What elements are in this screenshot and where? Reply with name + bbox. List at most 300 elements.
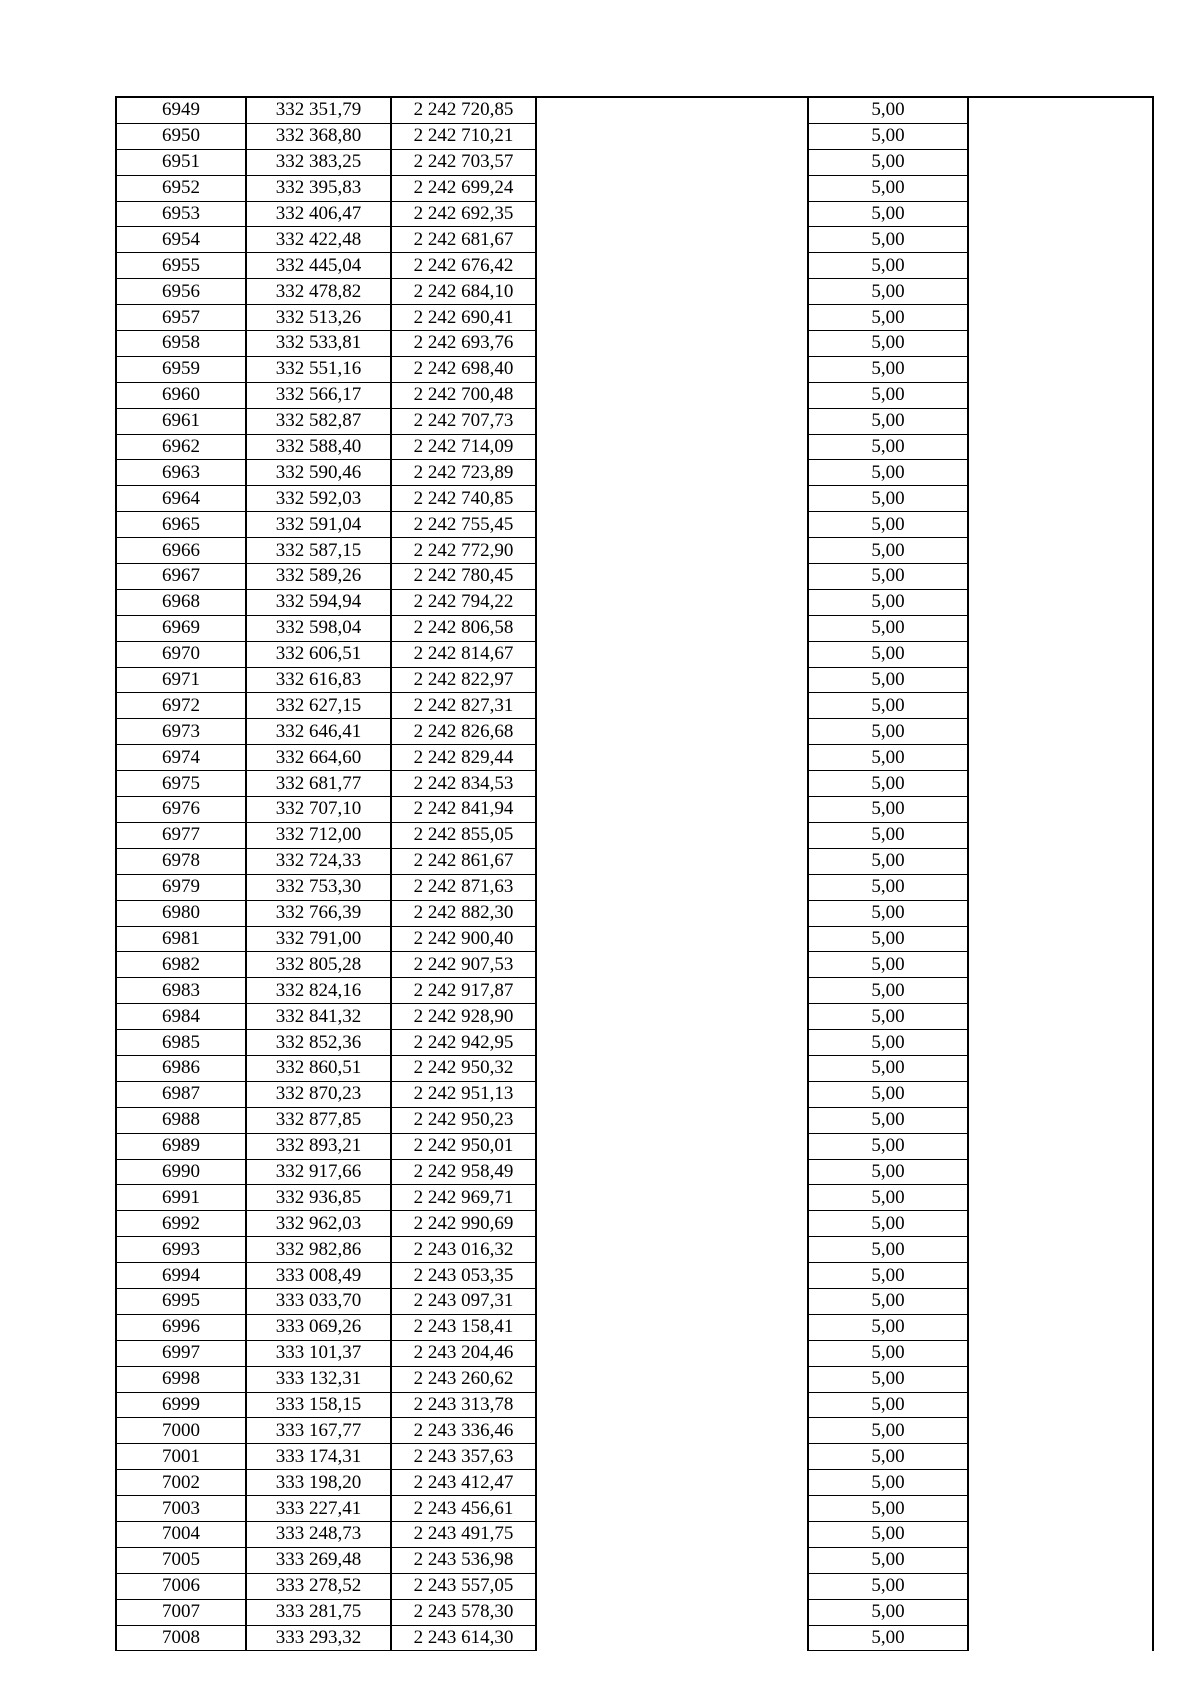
empty-cell [968, 1521, 1153, 1547]
table-row [116, 1211, 1153, 1237]
empty-cell [536, 1314, 808, 1340]
x-coordinate-cell: 332 707,10 [246, 797, 391, 823]
y-coordinate-cell: 2 242 814,67 [391, 641, 536, 667]
y-coordinate-cell: 2 242 676,42 [391, 253, 536, 279]
empty-cell [968, 1288, 1153, 1314]
value-cell: 5,00 [808, 1366, 968, 1392]
y-coordinate-cell: 2 243 336,46 [391, 1418, 536, 1444]
table-row [116, 952, 1153, 978]
empty-cell [968, 745, 1153, 771]
value-cell: 5,00 [808, 1496, 968, 1522]
empty-cell [968, 952, 1153, 978]
y-coordinate-cell: 2 242 958,49 [391, 1159, 536, 1185]
value-cell: 5,00 [808, 175, 968, 201]
value-cell: 5,00 [808, 1004, 968, 1030]
y-coordinate-cell: 2 242 699,24 [391, 175, 536, 201]
value-cell: 5,00 [808, 253, 968, 279]
value-cell: 5,00 [808, 952, 968, 978]
table-row [116, 331, 1153, 357]
coordinates-table-body [116, 97, 1153, 1651]
y-coordinate-cell: 2 242 834,53 [391, 771, 536, 797]
y-coordinate-cell: 2 242 692,35 [391, 201, 536, 227]
empty-cell [536, 797, 808, 823]
empty-cell [536, 512, 808, 538]
empty-cell [536, 1004, 808, 1030]
x-coordinate-cell: 332 681,77 [246, 771, 391, 797]
point-number-cell: 6992 [116, 1211, 246, 1237]
empty-cell [536, 952, 808, 978]
empty-cell [968, 1237, 1153, 1263]
x-coordinate-cell: 332 589,26 [246, 564, 391, 590]
value-cell: 5,00 [808, 486, 968, 512]
empty-cell [968, 1470, 1153, 1496]
table-row [116, 1599, 1153, 1625]
table-row [116, 1366, 1153, 1392]
y-coordinate-cell: 2 242 720,85 [391, 97, 536, 123]
value-cell: 5,00 [808, 900, 968, 926]
y-coordinate-cell: 2 242 942,95 [391, 1030, 536, 1056]
value-cell: 5,00 [808, 305, 968, 331]
x-coordinate-cell: 333 269,48 [246, 1547, 391, 1573]
point-number-cell: 6954 [116, 227, 246, 253]
value-cell: 5,00 [808, 874, 968, 900]
empty-cell [968, 822, 1153, 848]
empty-cell [968, 486, 1153, 512]
table-row [116, 1444, 1153, 1470]
empty-cell [536, 1185, 808, 1211]
x-coordinate-cell: 332 368,80 [246, 123, 391, 149]
value-cell: 5,00 [808, 1392, 968, 1418]
table-row [116, 1288, 1153, 1314]
table-row [116, 201, 1153, 227]
value-cell: 5,00 [808, 149, 968, 175]
empty-cell [968, 1573, 1153, 1599]
value-cell: 5,00 [808, 460, 968, 486]
table-row [116, 848, 1153, 874]
value-cell: 5,00 [808, 1211, 968, 1237]
y-coordinate-cell: 2 242 710,21 [391, 123, 536, 149]
x-coordinate-cell: 333 132,31 [246, 1366, 391, 1392]
point-number-cell: 6950 [116, 123, 246, 149]
table-row [116, 1418, 1153, 1444]
point-number-cell: 6996 [116, 1314, 246, 1340]
x-coordinate-cell: 332 852,36 [246, 1030, 391, 1056]
table-row [116, 615, 1153, 641]
y-coordinate-cell: 2 243 614,30 [391, 1625, 536, 1651]
value-cell: 5,00 [808, 564, 968, 590]
x-coordinate-cell: 333 174,31 [246, 1444, 391, 1470]
empty-cell [536, 900, 808, 926]
y-coordinate-cell: 2 243 097,31 [391, 1288, 536, 1314]
y-coordinate-cell: 2 243 260,62 [391, 1366, 536, 1392]
empty-cell [536, 356, 808, 382]
empty-cell [968, 227, 1153, 253]
value-cell: 5,00 [808, 512, 968, 538]
empty-cell [536, 460, 808, 486]
value-cell: 5,00 [808, 1547, 968, 1573]
value-cell: 5,00 [808, 1521, 968, 1547]
table-row [116, 512, 1153, 538]
y-coordinate-cell: 2 242 707,73 [391, 408, 536, 434]
point-number-cell: 7004 [116, 1521, 246, 1547]
empty-cell [968, 1159, 1153, 1185]
table-row [116, 978, 1153, 1004]
empty-cell [968, 175, 1153, 201]
value-cell: 5,00 [808, 1599, 968, 1625]
y-coordinate-cell: 2 242 681,67 [391, 227, 536, 253]
empty-cell [536, 123, 808, 149]
value-cell: 5,00 [808, 434, 968, 460]
y-coordinate-cell: 2 243 204,46 [391, 1340, 536, 1366]
value-cell: 5,00 [808, 356, 968, 382]
x-coordinate-cell: 332 395,83 [246, 175, 391, 201]
y-coordinate-cell: 2 242 806,58 [391, 615, 536, 641]
empty-cell [536, 848, 808, 874]
value-cell: 5,00 [808, 1159, 968, 1185]
point-number-cell: 6960 [116, 382, 246, 408]
point-number-cell: 6983 [116, 978, 246, 1004]
empty-cell [536, 1547, 808, 1573]
point-number-cell: 6962 [116, 434, 246, 460]
point-number-cell: 6955 [116, 253, 246, 279]
table-row [116, 1107, 1153, 1133]
y-coordinate-cell: 2 242 950,23 [391, 1107, 536, 1133]
point-number-cell: 7007 [116, 1599, 246, 1625]
table-row [116, 97, 1153, 123]
empty-cell [968, 874, 1153, 900]
point-number-cell: 6978 [116, 848, 246, 874]
x-coordinate-cell: 332 841,32 [246, 1004, 391, 1030]
empty-cell [968, 1444, 1153, 1470]
y-coordinate-cell: 2 243 053,35 [391, 1263, 536, 1289]
x-coordinate-cell: 332 870,23 [246, 1081, 391, 1107]
empty-cell [536, 589, 808, 615]
point-number-cell: 6990 [116, 1159, 246, 1185]
table-row [116, 1055, 1153, 1081]
table-row [116, 1314, 1153, 1340]
value-cell: 5,00 [808, 1055, 968, 1081]
point-number-cell: 6999 [116, 1392, 246, 1418]
point-number-cell: 6993 [116, 1237, 246, 1263]
y-coordinate-cell: 2 242 693,76 [391, 331, 536, 357]
table-row [116, 1185, 1153, 1211]
x-coordinate-cell: 332 646,41 [246, 719, 391, 745]
x-coordinate-cell: 332 422,48 [246, 227, 391, 253]
point-number-cell: 7001 [116, 1444, 246, 1470]
x-coordinate-cell: 332 893,21 [246, 1133, 391, 1159]
empty-cell [968, 201, 1153, 227]
empty-cell [536, 1366, 808, 1392]
value-cell: 5,00 [808, 227, 968, 253]
y-coordinate-cell: 2 242 861,67 [391, 848, 536, 874]
x-coordinate-cell: 333 033,70 [246, 1288, 391, 1314]
point-number-cell: 7008 [116, 1625, 246, 1651]
value-cell: 5,00 [808, 1340, 968, 1366]
x-coordinate-cell: 332 627,15 [246, 693, 391, 719]
table-row [116, 719, 1153, 745]
x-coordinate-cell: 332 664,60 [246, 745, 391, 771]
empty-cell [968, 641, 1153, 667]
table-row [116, 1547, 1153, 1573]
point-number-cell: 6952 [116, 175, 246, 201]
point-number-cell: 7003 [116, 1496, 246, 1522]
empty-cell [536, 408, 808, 434]
point-number-cell: 6991 [116, 1185, 246, 1211]
y-coordinate-cell: 2 242 871,63 [391, 874, 536, 900]
table-row [116, 589, 1153, 615]
point-number-cell: 6979 [116, 874, 246, 900]
empty-cell [968, 1418, 1153, 1444]
empty-cell [968, 1107, 1153, 1133]
y-coordinate-cell: 2 243 158,41 [391, 1314, 536, 1340]
x-coordinate-cell: 332 805,28 [246, 952, 391, 978]
x-coordinate-cell: 332 351,79 [246, 97, 391, 123]
empty-cell [968, 253, 1153, 279]
value-cell: 5,00 [808, 1263, 968, 1289]
empty-cell [536, 667, 808, 693]
empty-cell [536, 564, 808, 590]
x-coordinate-cell: 332 587,15 [246, 538, 391, 564]
point-number-cell: 7005 [116, 1547, 246, 1573]
y-coordinate-cell: 2 242 780,45 [391, 564, 536, 590]
value-cell: 5,00 [808, 1185, 968, 1211]
empty-cell [536, 1418, 808, 1444]
x-coordinate-cell: 332 445,04 [246, 253, 391, 279]
empty-cell [536, 175, 808, 201]
empty-cell [968, 434, 1153, 460]
value-cell: 5,00 [808, 641, 968, 667]
empty-cell [968, 589, 1153, 615]
value-cell: 5,00 [808, 201, 968, 227]
value-cell: 5,00 [808, 667, 968, 693]
table-row [116, 564, 1153, 590]
value-cell: 5,00 [808, 615, 968, 641]
x-coordinate-cell: 333 069,26 [246, 1314, 391, 1340]
empty-cell [968, 305, 1153, 331]
table-row [116, 1263, 1153, 1289]
point-number-cell: 6977 [116, 822, 246, 848]
y-coordinate-cell: 2 242 822,97 [391, 667, 536, 693]
table-row [116, 538, 1153, 564]
empty-cell [968, 1366, 1153, 1392]
point-number-cell: 6988 [116, 1107, 246, 1133]
table-row [116, 1573, 1153, 1599]
x-coordinate-cell: 332 753,30 [246, 874, 391, 900]
empty-cell [968, 1263, 1153, 1289]
table-row [116, 693, 1153, 719]
value-cell: 5,00 [808, 408, 968, 434]
empty-cell [968, 564, 1153, 590]
y-coordinate-cell: 2 243 557,05 [391, 1573, 536, 1599]
y-coordinate-cell: 2 242 917,87 [391, 978, 536, 1004]
y-coordinate-cell: 2 242 755,45 [391, 512, 536, 538]
x-coordinate-cell: 333 008,49 [246, 1263, 391, 1289]
empty-cell [536, 693, 808, 719]
empty-cell [968, 356, 1153, 382]
value-cell: 5,00 [808, 123, 968, 149]
x-coordinate-cell: 332 791,00 [246, 926, 391, 952]
x-coordinate-cell: 332 982,86 [246, 1237, 391, 1263]
empty-cell [968, 460, 1153, 486]
empty-cell [968, 279, 1153, 305]
table-row [116, 227, 1153, 253]
y-coordinate-cell: 2 243 412,47 [391, 1470, 536, 1496]
empty-cell [968, 149, 1153, 175]
point-number-cell: 6982 [116, 952, 246, 978]
value-cell: 5,00 [808, 693, 968, 719]
x-coordinate-cell: 332 383,25 [246, 149, 391, 175]
x-coordinate-cell: 332 513,26 [246, 305, 391, 331]
empty-cell [536, 97, 808, 123]
empty-cell [968, 1133, 1153, 1159]
point-number-cell: 6986 [116, 1055, 246, 1081]
empty-cell [536, 201, 808, 227]
x-coordinate-cell: 332 533,81 [246, 331, 391, 357]
value-cell: 5,00 [808, 926, 968, 952]
x-coordinate-cell: 333 158,15 [246, 1392, 391, 1418]
point-number-cell: 6975 [116, 771, 246, 797]
x-coordinate-cell: 333 198,20 [246, 1470, 391, 1496]
empty-cell [536, 1030, 808, 1056]
table-row [116, 434, 1153, 460]
empty-cell [968, 1392, 1153, 1418]
y-coordinate-cell: 2 242 690,41 [391, 305, 536, 331]
point-number-cell: 6967 [116, 564, 246, 590]
y-coordinate-cell: 2 242 882,30 [391, 900, 536, 926]
table-row [116, 1237, 1153, 1263]
x-coordinate-cell: 332 962,03 [246, 1211, 391, 1237]
empty-cell [968, 512, 1153, 538]
empty-cell [536, 1159, 808, 1185]
point-number-cell: 6989 [116, 1133, 246, 1159]
empty-cell [968, 1547, 1153, 1573]
point-number-cell: 6965 [116, 512, 246, 538]
empty-cell [968, 1340, 1153, 1366]
empty-cell [968, 693, 1153, 719]
y-coordinate-cell: 2 242 772,90 [391, 538, 536, 564]
x-coordinate-cell: 333 281,75 [246, 1599, 391, 1625]
empty-cell [536, 149, 808, 175]
empty-cell [536, 615, 808, 641]
y-coordinate-cell: 2 242 855,05 [391, 822, 536, 848]
empty-cell [536, 1625, 808, 1651]
value-cell: 5,00 [808, 745, 968, 771]
empty-cell [536, 486, 808, 512]
empty-cell [968, 900, 1153, 926]
empty-cell [536, 1288, 808, 1314]
table-row [116, 926, 1153, 952]
y-coordinate-cell: 2 242 826,68 [391, 719, 536, 745]
x-coordinate-cell: 332 766,39 [246, 900, 391, 926]
empty-cell [968, 848, 1153, 874]
value-cell: 5,00 [808, 589, 968, 615]
table-row [116, 1521, 1153, 1547]
point-number-cell: 6987 [116, 1081, 246, 1107]
y-coordinate-cell: 2 242 950,01 [391, 1133, 536, 1159]
empty-cell [536, 305, 808, 331]
table-row [116, 641, 1153, 667]
x-coordinate-cell: 332 606,51 [246, 641, 391, 667]
empty-cell [968, 97, 1153, 123]
value-cell: 5,00 [808, 382, 968, 408]
point-number-cell: 6995 [116, 1288, 246, 1314]
empty-cell [536, 1340, 808, 1366]
y-coordinate-cell: 2 242 740,85 [391, 486, 536, 512]
x-coordinate-cell: 332 877,85 [246, 1107, 391, 1133]
point-number-cell: 6976 [116, 797, 246, 823]
value-cell: 5,00 [808, 1133, 968, 1159]
value-cell: 5,00 [808, 797, 968, 823]
table-row [116, 175, 1153, 201]
x-coordinate-cell: 333 278,52 [246, 1573, 391, 1599]
point-number-cell: 6964 [116, 486, 246, 512]
empty-cell [536, 926, 808, 952]
point-number-cell: 6968 [116, 589, 246, 615]
empty-cell [536, 1263, 808, 1289]
y-coordinate-cell: 2 243 536,98 [391, 1547, 536, 1573]
point-number-cell: 6953 [116, 201, 246, 227]
y-coordinate-cell: 2 242 951,13 [391, 1081, 536, 1107]
empty-cell [536, 279, 808, 305]
value-cell: 5,00 [808, 1081, 968, 1107]
x-coordinate-cell: 332 590,46 [246, 460, 391, 486]
point-number-cell: 6959 [116, 356, 246, 382]
point-number-cell: 6957 [116, 305, 246, 331]
point-number-cell: 6961 [116, 408, 246, 434]
y-coordinate-cell: 2 243 313,78 [391, 1392, 536, 1418]
empty-cell [968, 1081, 1153, 1107]
y-coordinate-cell: 2 242 928,90 [391, 1004, 536, 1030]
y-coordinate-cell: 2 242 714,09 [391, 434, 536, 460]
table-row [116, 797, 1153, 823]
value-cell: 5,00 [808, 978, 968, 1004]
x-coordinate-cell: 332 592,03 [246, 486, 391, 512]
y-coordinate-cell: 2 242 827,31 [391, 693, 536, 719]
empty-cell [968, 1496, 1153, 1522]
empty-cell [536, 1521, 808, 1547]
empty-cell [968, 123, 1153, 149]
value-cell: 5,00 [808, 771, 968, 797]
table-row [116, 1081, 1153, 1107]
x-coordinate-cell: 332 406,47 [246, 201, 391, 227]
point-number-cell: 6951 [116, 149, 246, 175]
table-row [116, 1159, 1153, 1185]
empty-cell [968, 1030, 1153, 1056]
value-cell: 5,00 [808, 97, 968, 123]
point-number-cell: 6966 [116, 538, 246, 564]
point-number-cell: 6971 [116, 667, 246, 693]
point-number-cell: 6974 [116, 745, 246, 771]
table-row [116, 822, 1153, 848]
point-number-cell: 7000 [116, 1418, 246, 1444]
empty-cell [968, 331, 1153, 357]
empty-cell [536, 538, 808, 564]
y-coordinate-cell: 2 242 829,44 [391, 745, 536, 771]
empty-cell [536, 1470, 808, 1496]
empty-cell [968, 1004, 1153, 1030]
empty-cell [536, 1237, 808, 1263]
point-number-cell: 6998 [116, 1366, 246, 1392]
table-row [116, 486, 1153, 512]
x-coordinate-cell: 332 824,16 [246, 978, 391, 1004]
empty-cell [536, 253, 808, 279]
point-number-cell: 6956 [116, 279, 246, 305]
table-row [116, 1470, 1153, 1496]
coordinates-table [115, 96, 1154, 1651]
empty-cell [968, 615, 1153, 641]
y-coordinate-cell: 2 243 016,32 [391, 1237, 536, 1263]
empty-cell [968, 797, 1153, 823]
